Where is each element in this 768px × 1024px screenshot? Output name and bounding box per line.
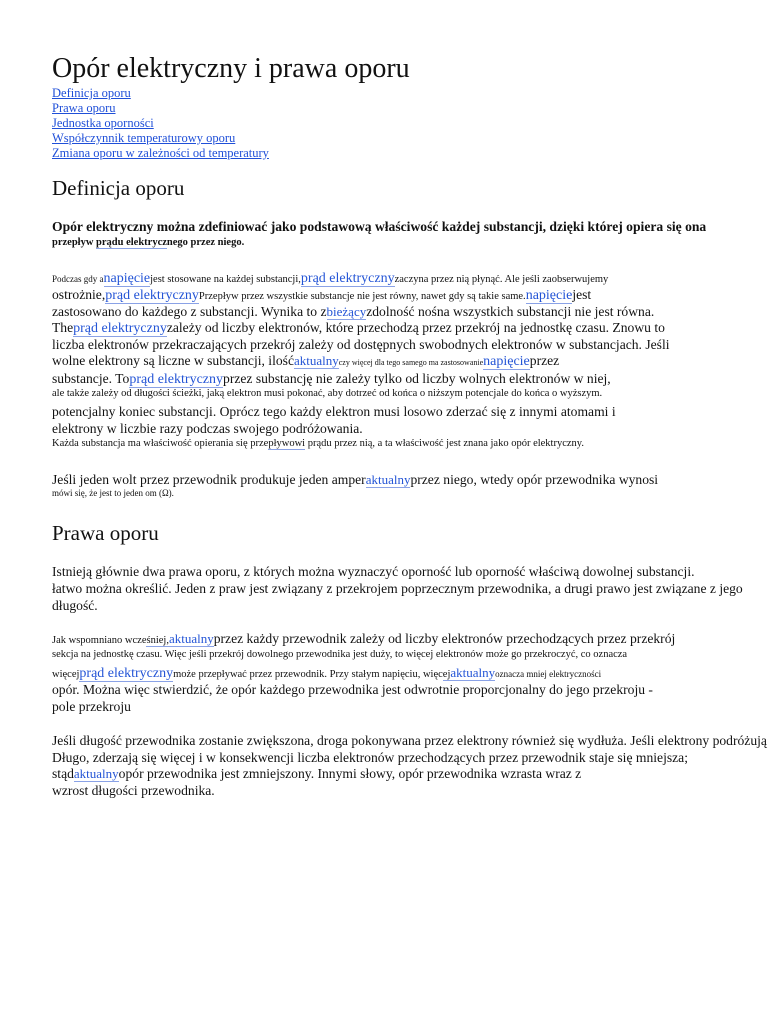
text: Jak wspomniano wcze <box>52 635 147 646</box>
paragraph-line <box>52 765 581 782</box>
text: wolne elektrony są liczne w substancji, ilość <box>52 353 294 368</box>
text: przez niego, wtedy opór przewodnika wynosi <box>410 472 659 487</box>
paragraph-line: Długo, zderzają się więcej i w konsekwencji liczba elektronów przechodzących przez przewodnik staje się mniejsza; <box>52 750 688 765</box>
paragraph-line <box>52 471 658 488</box>
table-of-contents <box>52 86 269 161</box>
text-underlined: śniej, <box>146 635 169 646</box>
text: zdolność nośna wszystkich substancji nie jest równa. <box>366 304 655 319</box>
text: Jeśli jeden wolt przez przewodnik produkuje jeden amper <box>52 472 366 487</box>
text: substancje. To <box>52 371 130 386</box>
text: oznacza mniej elektryczności <box>495 669 602 679</box>
text: czy więcej dla tego samego ma zastosowanie <box>338 358 484 367</box>
paragraph-line <box>52 437 584 451</box>
text: więcej <box>52 669 80 680</box>
toc-item <box>52 101 269 116</box>
toc-item <box>52 146 269 161</box>
text: przez <box>529 353 560 368</box>
page-title: Opór elektryczny i prawa oporu <box>52 53 410 84</box>
text: przepływ <box>52 237 97 248</box>
definition-line: Opór elektryczny można zdefiniować jako podstawową właściwość każdej substancji, dzięki której opiera się ona <box>52 219 707 234</box>
definition-line <box>52 236 244 250</box>
text: stąd <box>52 766 74 781</box>
link-aktualny[interactable]: aktualny <box>450 665 496 680</box>
text: opór przewodnika jest zmniejszony. Innymi słowy, opór przewodnika wzrasta wraz z <box>118 766 582 781</box>
paragraph-line: mówi się, że jest to jeden om (Ω). <box>52 488 174 498</box>
text: jest <box>572 287 592 302</box>
text: zależy od liczby elektronów, które przechodzą przez przekrój na jednostkę czasu. Znowu to <box>166 320 665 335</box>
text-underlined: prądu elektrycz <box>96 237 167 248</box>
text: może przepływać przez przewodnik. Przy stałym napięciu, więc <box>173 669 443 680</box>
paragraph-line: ale także zależy od długości ścieżki, jaką elektron musi pokonać, aby dotrzeć od końca o niższym potencjale do końca o wyższym. <box>52 388 603 399</box>
text: ostrożnie, <box>52 287 106 302</box>
text: nego przez niego. <box>166 237 245 248</box>
toc-item <box>52 86 269 101</box>
paragraph-line <box>52 352 559 371</box>
paragraph-line: liczba elektronów przekraczających przekrój zależy od dostępnych swobodnych elektronów w substancjach. Jeśli <box>52 337 670 352</box>
link-napiecie[interactable]: napięcie <box>483 354 530 369</box>
paragraph-line: łatwo można określić. Jeden z praw jest związany z przekrojem poprzecznym przewodnika, a drugi prawo jest związane z jego <box>52 581 743 596</box>
paragraph-line <box>52 630 675 648</box>
toc-link-zmiana[interactable]: Zmiana oporu w zależności od temperatury <box>52 146 269 160</box>
text: Przepływ przez wszystkie substancje nie jest równy, nawet gdy są takie same. <box>198 291 526 302</box>
paragraph-line <box>52 370 611 388</box>
section-heading-prawa: Prawa oporu <box>52 521 159 545</box>
text: zaczyna przez nią płynąć. Ale jeśli zaobserwujemy <box>394 274 609 285</box>
toc-link-definicja[interactable]: Definicja oporu <box>52 86 131 100</box>
link-prad-elektryczny[interactable]: prąd elektryczny <box>73 321 167 336</box>
section-heading-definicja: Definicja oporu <box>52 176 185 200</box>
link-aktualny[interactable]: aktualny <box>365 472 411 487</box>
paragraph-line: Jeśli długość przewodnika zostanie zwiększona, droga pokonywana przez elektrony również się wydłuża. Jeśli elektrony podróżują <box>52 733 767 748</box>
link-aktualny[interactable]: aktualny <box>293 353 339 368</box>
link-prad-elektryczny[interactable]: prąd elektryczny <box>105 288 199 303</box>
text: przez substancję nie zależy tylko od liczby wolnych elektronów w niej, <box>223 371 611 386</box>
link-aktualny[interactable]: aktualny <box>168 631 214 646</box>
paragraph-line: pole przekroju <box>52 699 131 714</box>
paragraph-line <box>52 319 665 337</box>
link-napiecie[interactable]: napięcie <box>525 288 573 303</box>
toc-link-prawa[interactable]: Prawa oporu <box>52 101 116 115</box>
text-underlined: ej <box>442 669 451 680</box>
paragraph-line: długość. <box>52 598 98 613</box>
text: Każda substancja ma właściwość opierania się prze <box>52 438 269 449</box>
paragraph-line: wzrost długości przewodnika. <box>52 783 215 798</box>
link-biezacy[interactable]: bieżący <box>326 304 367 319</box>
paragraph-line: sekcja na jednostkę czasu. Więc jeśli przekrój dowolnego przewodnika jest duży, to więcej elektronów może go przekroczyć, co oznacza <box>52 649 628 660</box>
text: prądu przez nią, a ta właściwość jest znana jako opór elektryczny. <box>305 438 584 449</box>
paragraph-line: potencjalny koniec substancji. Oprócz tego każdy elektron musi losowo zderzać się z innymi atomami i <box>52 404 616 419</box>
paragraph-line: opór. Można więc stwierdzić, że opór każdego przewodnika jest odwrotnie proporcjonalny do jego przekroju - <box>52 682 653 697</box>
link-napiecie[interactable]: napięcie <box>103 271 151 286</box>
link-prad-elektryczny[interactable]: prąd elektryczny <box>129 372 224 387</box>
toc-item <box>52 116 269 131</box>
paragraph-line <box>52 303 654 320</box>
toc-link-jednostka[interactable]: Jednostka oporności <box>52 116 154 130</box>
text: zastosowano do każdego z substancji. Wynika to z <box>52 304 327 319</box>
text: Podczas gdy a <box>52 274 104 284</box>
link-prad-elektryczny[interactable]: prąd elektryczny <box>300 271 395 286</box>
toc-item <box>52 131 269 146</box>
paragraph-line: Istnieją głównie dwa prawa oporu, z których można wyznaczyć oporność lub oporność właściwą dowolnej substancji. <box>52 564 695 579</box>
toc-link-wspolczynnik[interactable]: Współczynnik temperaturowy oporu <box>52 131 236 145</box>
text: przez każdy przewodnik zależy od liczby elektronów przechodzących przez przekrój <box>213 631 676 646</box>
text: The <box>52 320 74 335</box>
link-prad-elektryczny[interactable]: prąd elektryczny <box>79 666 174 681</box>
paragraph-line: elektrony w liczbie razy podczas swojego podróżowania. <box>52 421 363 436</box>
paragraph-line <box>52 286 591 304</box>
text-underlined: pływowi <box>268 438 306 449</box>
link-aktualny[interactable]: aktualny <box>73 766 119 781</box>
text: jest stosowane na każdej substancji, <box>150 274 301 285</box>
